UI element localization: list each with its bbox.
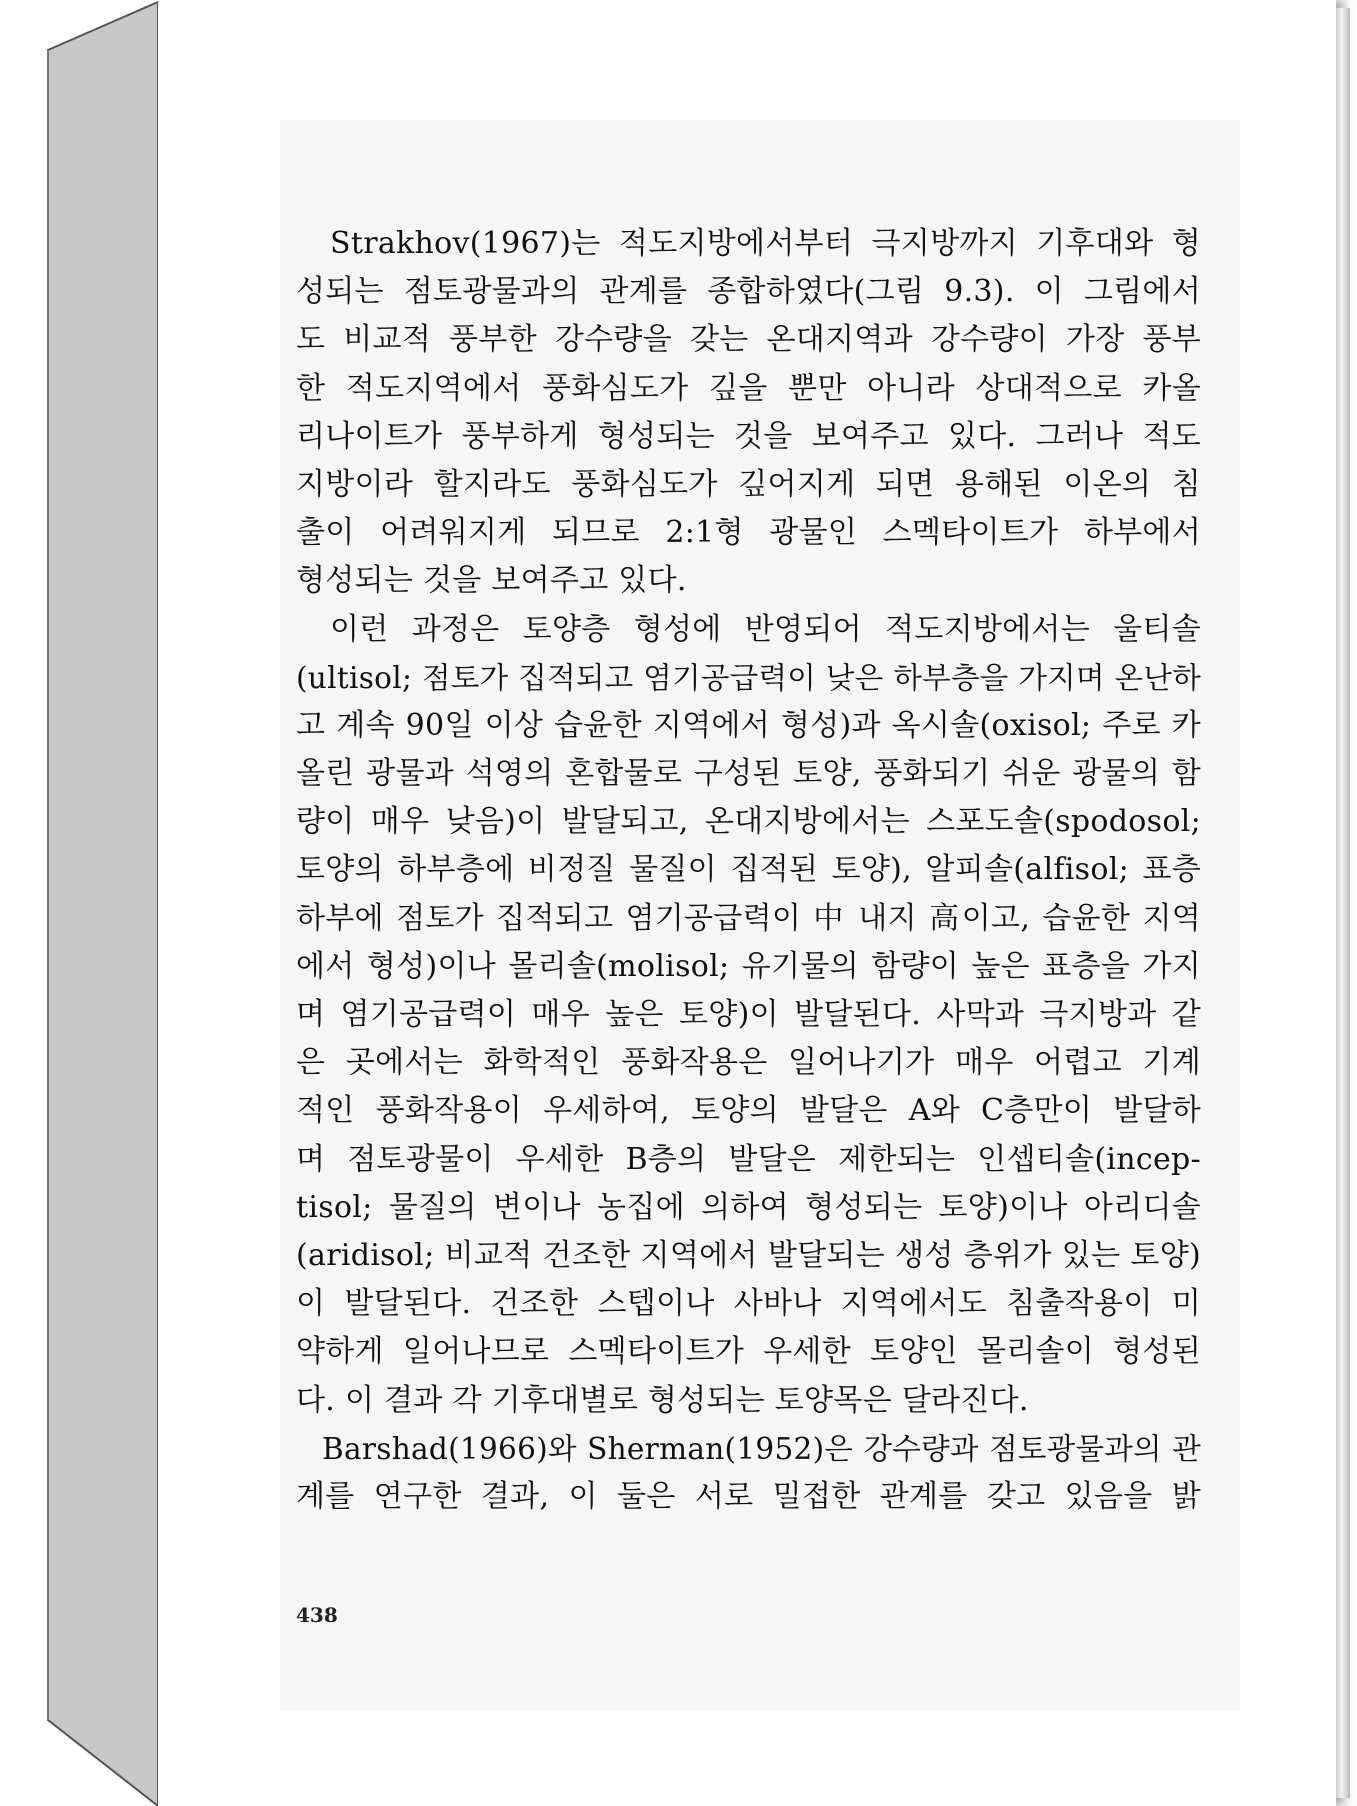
- page-number: 438: [296, 1603, 338, 1627]
- text-line: 출이 어려워지게 되므로 2:1형 광물인 스멕타이트가 하부에서: [296, 515, 1201, 551]
- text-line: 계를 연구한 결과, 이 둘은 서로 밀접한 관계를 갖고 있음을 밝: [296, 1478, 1201, 1514]
- text-line: 도 비교적 풍부한 강수량을 갖는 온대지역과 강수량이 가장 풍부: [296, 322, 1201, 358]
- paragraph-1: [296, 220, 1201, 606]
- page-edge-right: [1336, 8, 1350, 1798]
- body-text: [296, 220, 1201, 1521]
- text-line: Barshad(1966)와 Sherman(1952)은 강수량과 점토광물과의 관: [322, 1431, 1201, 1466]
- text-line: 다. 이 결과 각 기후대별로 형성되는 토양목은 달라진다.: [296, 1382, 1029, 1418]
- text-line: (ultisol; 점토가 집적되고 염기공급력이 낮은 하부층을 가지며 온난하: [296, 660, 1201, 695]
- text-line: 한 적도지역에서 풍화심도가 깊을 뿐만 아니라 상대적으로 카올: [296, 370, 1201, 406]
- text-line: 지방이라 할지라도 풍화심도가 깊어지게 되면 용해된 이온의 침: [296, 466, 1201, 502]
- text-line: 고 계속 90일 이상 습윤한 지역에서 형성)과 옥시솔(oxisol; 주로 카: [296, 707, 1201, 743]
- paragraph-2: [296, 606, 1201, 1425]
- text-line: 성되는 점토광물과의 관계를 종합하였다(그림 9.3). 이 그림에서: [296, 274, 1201, 310]
- text-line: 토양의 하부층에 비정질 물질이 집적된 토양), 알피솔(alfisol; 표층: [296, 852, 1201, 888]
- text-line: Strakhov(1967)는 적도지방에서부터 극지방까지 기후대와 형: [330, 226, 1201, 261]
- text-line: tisol; 물질의 변이나 농집에 의하여 형성되는 토양)이나 아리디솔: [296, 1189, 1201, 1225]
- text-line: 은 곳에서는 화학적인 풍화작용은 일어나기가 매우 어렵고 기계: [296, 1045, 1201, 1081]
- text-line: 며 염기공급력이 매우 높은 토양)이 발달된다. 사막과 극지방과 같: [296, 997, 1201, 1032]
- text-line: 이 발달된다. 건조한 스텝이나 사바나 지역에서도 침출작용이 미: [296, 1286, 1201, 1322]
- text-line: 올린 광물과 석영의 혼합물로 구성된 토양, 풍화되기 쉬운 광물의 함: [296, 756, 1201, 792]
- text-line: 형성되는 것을 보여주고 있다.: [296, 563, 687, 599]
- book-spine-side: [48, 2, 158, 1806]
- text-line: 리나이트가 풍부하게 형성되는 것을 보여주고 있다. 그러나 적도: [296, 418, 1201, 454]
- text-line: 에서 형성)이나 몰리솔(molisol; 유기물의 함량이 높은 표층을 가지: [296, 948, 1201, 984]
- text-line: 며 점토광물이 우세한 B층의 발달은 제한되는 인셉티솔(incep-: [296, 1141, 1201, 1177]
- text-line: 이런 과정은 토양층 형성에 반영되어 적도지방에서는 울티솔: [330, 611, 1201, 647]
- text-line: 량이 매우 낮음)이 발달되고, 온대지방에서는 스포도솔(spodosol;: [296, 804, 1201, 840]
- text-line: 적인 풍화작용이 우세하여, 토양의 발달은 A와 C층만이 발달하: [296, 1093, 1201, 1129]
- paragraph-3: [296, 1425, 1201, 1521]
- text-line: 약하게 일어나므로 스멕타이트가 우세한 토양인 몰리솔이 형성된: [296, 1334, 1201, 1370]
- text-line: 하부에 점토가 집적되고 염기공급력이 中 내지 高이고, 습윤한 지역: [296, 900, 1201, 936]
- text-line: (aridisol; 비교적 건조한 지역에서 발달되는 생성 층위가 있는 토양): [296, 1237, 1201, 1273]
